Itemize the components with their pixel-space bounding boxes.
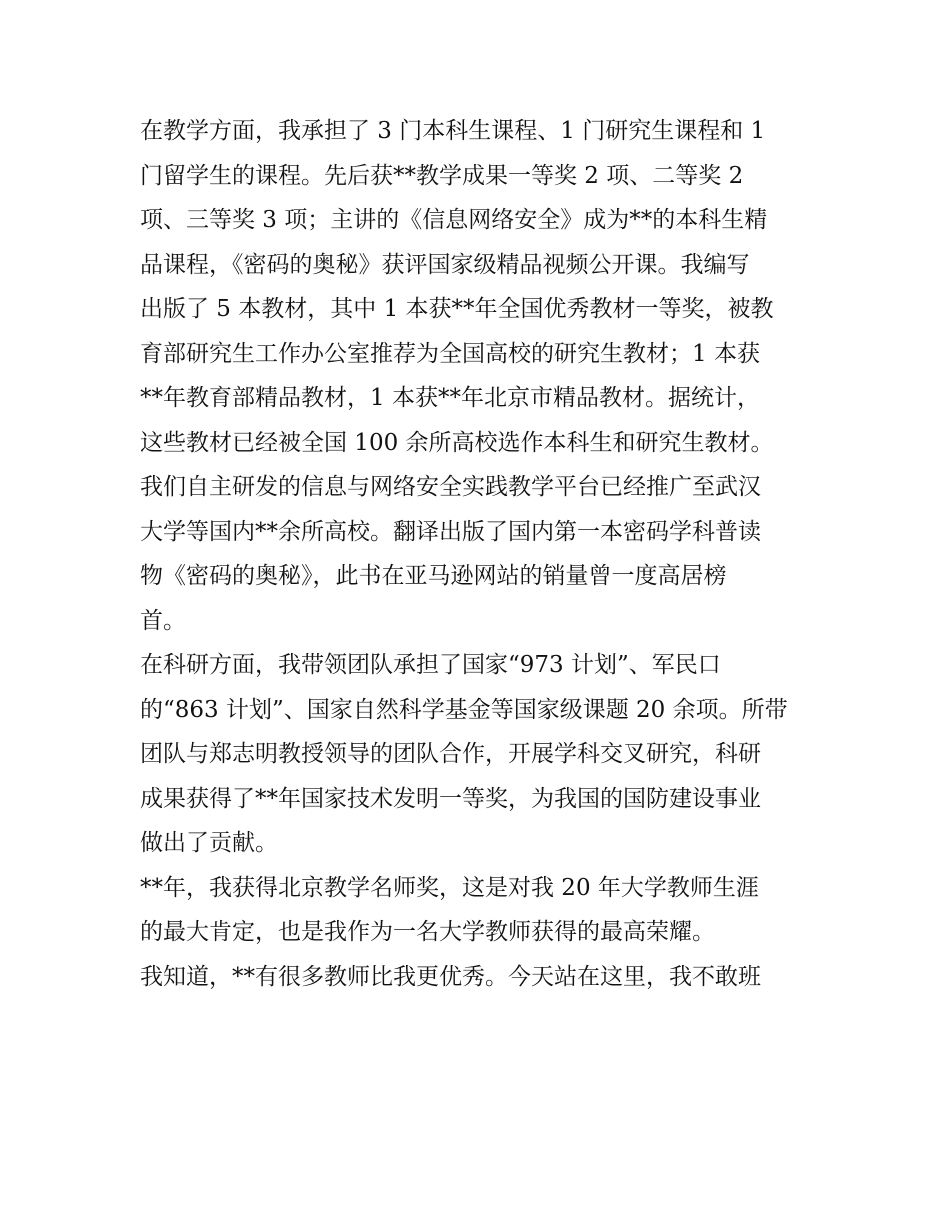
text-line: 物《密码的奥秘》，此书在亚马逊网站的销量曾一度高居榜: [140, 563, 727, 589]
text-line: **年，我获得北京教学名师奖，这是对我 20 年大学教师生涯: [140, 874, 759, 901]
text-line: 的“863 计划”、国家自然科学基金等国家级课题 20 余项。所带: [140, 696, 788, 723]
text-line: 门留学生的课程。先后获**教学成果一等奖 2 项、二等奖 2: [140, 162, 744, 189]
text-line: 育部研究生工作办公室推荐为全国高校的研究生教材；1 本获: [140, 340, 760, 367]
text-line: **年教育部精品教材，1 本获**年北京市精品教材。据统计，: [140, 385, 760, 411]
paragraph-award: [140, 866, 820, 955]
text-line: 出版了 5 本教材，其中 1 本获**年全国优秀教材一等奖，被教: [140, 296, 774, 322]
text-line: 品课程，《密码的奥秘》获评国家级精品视频公开课。我编写: [140, 251, 750, 278]
document-body: [140, 109, 820, 999]
text-line: 在教学方面，我承担了 3 门本科生课程、1 门研究生课程和 1: [140, 118, 766, 144]
text-line: 做出了贡献。: [140, 830, 278, 856]
text-line: 的最大肯定，也是我作为一名大学教师获得的最高荣耀。: [140, 919, 715, 945]
text-line: 在科研方面，我带领团队承担了国家“973 计划”、军民口: [140, 652, 721, 678]
paragraph-teaching: [140, 109, 820, 643]
text-line: 我知道，**有很多教师比我更优秀。今天站在这里，我不敢班: [140, 963, 761, 990]
text-line: 这些教材已经被全国 100 余所高校选作本科生和研究生教材。: [140, 429, 774, 456]
text-line: 项、三等奖 3 项；主讲的《信息网络安全》成为**的本科生精: [140, 207, 768, 233]
text-line: 首。: [140, 607, 186, 634]
text-line: 团队与郑志明教授领导的团队合作，开展学科交叉研究，科研: [140, 741, 761, 767]
text-line: 成果获得了**年国家技术发明一等奖，为我国的国防建设事业: [140, 785, 761, 812]
text-line: 大学等国内**余所高校。翻译出版了国内第一本密码学科普读: [140, 518, 761, 545]
paragraph-research: [140, 643, 820, 866]
text-line: 我们自主研发的信息与网络安全实践教学平台已经推广至武汉: [140, 474, 761, 500]
paragraph-closing: [140, 955, 820, 1000]
